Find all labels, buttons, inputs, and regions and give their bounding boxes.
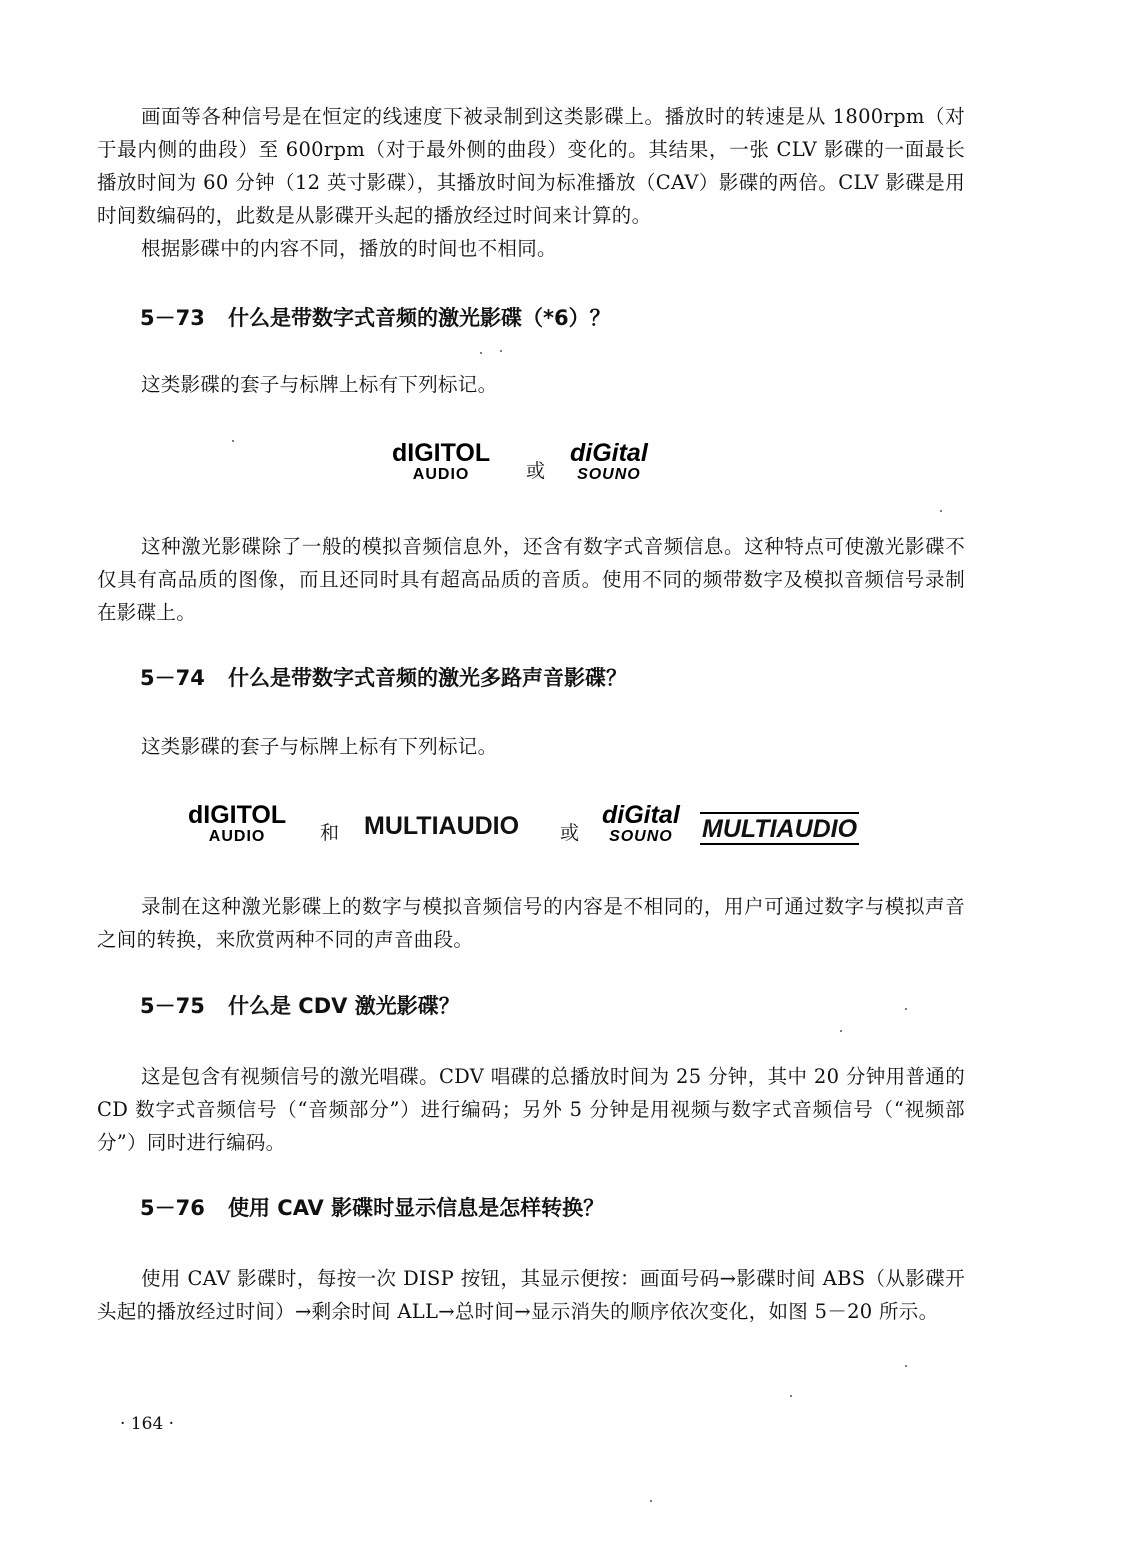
paragraph-digital-audio-disc: 这种激光影碟除了一般的模拟音频信息外，还含有数字式音频信息。这种特点可使激光影碟不仅具有高品质的图像，而且还同时具有超高品质的音质。使用不同的频带数字及模拟音频信号录制在影碟上。: [97, 535, 965, 624]
scan-speck: [650, 1500, 652, 1502]
heading-number: 5－75: [140, 994, 205, 1018]
paragraph-marks-intro-1: 这类影碟的套子与标牌上标有下列标记。: [141, 373, 498, 396]
logo-souno-text: SOUNO: [577, 466, 641, 483]
conjunction-or: 或: [526, 460, 546, 482]
heading-number: 5－73: [140, 306, 205, 330]
logo-souno-text: SOUNO: [609, 828, 673, 845]
heading-5-73: [140, 304, 611, 332]
paragraph-cav-display: 使用 CAV 影碟时，每按一次 DISP 按钮，其显示便按：画面号码→影碟时间 ABS（从影碟开头起的播放经过时间）→剩余时间 ALL→总时间→显示消失的顺序依次变化，如图 5－20 所示。: [97, 1267, 965, 1323]
logo-audio-text: AUDIO: [412, 466, 470, 483]
scan-speck: [905, 1365, 907, 1367]
paragraph-clv-description: 画面等各种信号是在恒定的线速度下被录制到这类影碟上。播放时的转速是从 1800rpm（对于最内侧的曲段）至 600rpm（对于最外侧的曲段）变化的。其结果，一张 CLV 影碟的一面最长播放时间为 60 分钟（12 英寸影碟），其播放时间为标准播放（CAV）影碟的两倍。CLV 影碟是用时间数编码的，此数是从影碟开头起的播放经过时间来计算的。: [97, 105, 965, 227]
logo-audio-text: AUDIO: [208, 828, 266, 845]
heading-5-75: [140, 992, 460, 1020]
conjunction-or-2: 或: [560, 822, 580, 844]
digital-audio-logo-2: [188, 802, 286, 846]
heading-number: 5－76: [140, 1196, 205, 1220]
heading-title: 什么是带数字式音频的激光多路声音影碟？: [228, 666, 627, 690]
scan-speck: [232, 440, 234, 442]
multiaudio-italic-logo: MULTIAUDIO: [700, 812, 859, 845]
logo-digital-text: diGital: [570, 439, 648, 467]
scan-speck: [500, 350, 502, 352]
paragraph-marks-intro-2: 这类影碟的套子与标牌上标有下列标记。: [141, 735, 498, 758]
logo-digital-text: diGital: [602, 801, 680, 829]
scan-speck: [940, 510, 942, 512]
heading-title: 什么是带数字式音频的激光影碟（*6）？: [228, 306, 611, 330]
paragraph-multi-sound: 录制在这种激光影碟上的数字与模拟音频信号的内容是不相同的，用户可通过数字与模拟声音之间的转换，来欣赏两种不同的声音曲段。: [97, 895, 965, 951]
heading-title: 使用 CAV 影碟时显示信息是怎样转换？: [228, 1196, 605, 1220]
heading-5-74: [140, 664, 627, 692]
digital-sound-logo: [570, 440, 648, 484]
heading-number: 5－74: [140, 666, 205, 690]
page-number: · 164 ·: [120, 1414, 175, 1434]
paragraph-playtime-note: 根据影碟中的内容不同，播放的时间也不相同。: [141, 237, 557, 260]
paragraph-cdv: 这是包含有视频信号的激光唱碟。CDV 唱碟的总播放时间为 25 分钟，其中 20 分钟用普通的 CD 数字式音频信号（“音频部分”）进行编码；另外 5 分钟是用视频与数字式音频信号（“视频部分”）同时进行编码。: [97, 1065, 965, 1154]
multiaudio-logo: MULTIAUDIO: [364, 812, 520, 840]
scan-speck: [905, 1008, 907, 1010]
scan-speck: [790, 1395, 792, 1397]
digital-sound-logo-2: [602, 802, 680, 846]
logo-digitol-text: dIGITOL: [188, 801, 287, 829]
conjunction-and: 和: [320, 822, 340, 844]
logo-digitol-text: dIGITOL: [392, 439, 491, 467]
scan-speck: [840, 1030, 842, 1032]
heading-5-76: [140, 1194, 604, 1222]
scan-speck: [480, 352, 482, 354]
digital-audio-logo: [392, 440, 490, 484]
heading-title: 什么是 CDV 激光影碟？: [228, 994, 460, 1018]
